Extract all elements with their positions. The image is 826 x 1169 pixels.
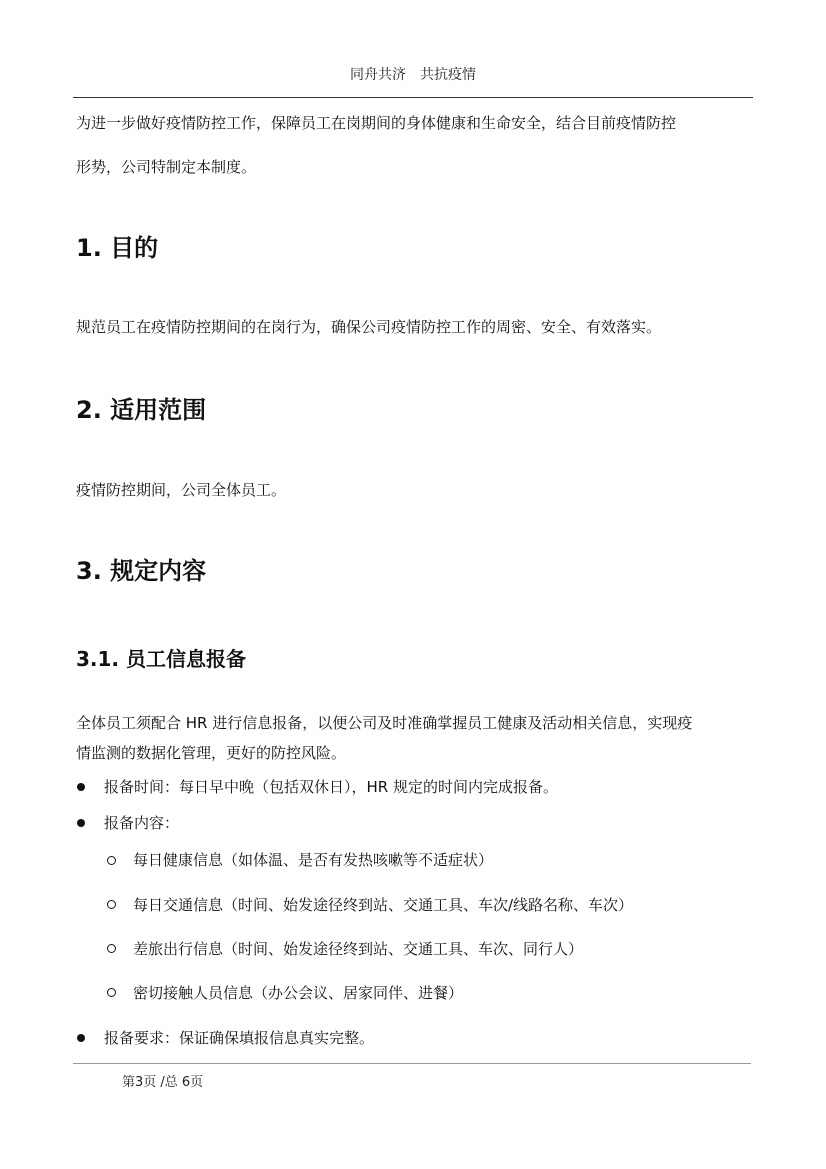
bullet-circle-icon [107,856,116,865]
section-heading-scope: 2. 适用范围 [76,396,207,424]
subsection-para-line-2: 情监测的数据化管理，更好的防控风险。 [76,744,347,762]
intro-line-2: 形势，公司特制定本制度。 [76,158,257,176]
bullet-circle-icon [107,988,116,997]
footer-divider [73,1063,751,1064]
sub-bullet-travel-info: 差旅出行信息（时间、始发途径终到站、交通工具、车次、同行人） [133,940,584,958]
section-heading-rules: 3. 规定内容 [76,557,207,585]
page-number: 第3页 /总 6页 [122,1075,204,1090]
bullet-circle-icon [107,944,116,953]
bullet-dot-icon [77,783,85,791]
page-header-title: 同舟共济 共抗疫情 [350,67,476,83]
bullet-report-content: 报备内容： [104,814,180,832]
bullet-dot-icon [77,1034,85,1042]
section-body-scope-text: 疫情防控期间，公司全体员工。 [76,481,287,499]
section-body-purpose: 规范员工在疫情防控期间的在岗行为，确保公司疫情防控工作的周密、安全、有效落实。 [76,318,662,336]
section-heading-purpose: 1. 目的 [76,234,159,262]
bullet-dot-icon [77,819,85,827]
bullet-report-time: 报备时间：每日早中晚（包括双休日），HR 规定的时间内完成报备。 [104,778,558,796]
sub-bullet-contact-info: 密切接触人员信息（办公会议、居家同伴、进餐） [133,984,464,1002]
sub-bullet-health-info: 每日健康信息（如体温、是否有发热咳嗽等不适症状） [133,851,494,869]
intro-line-1: 为进一步做好疫情防控工作，保障员工在岗期间的身体健康和生命安全，结合目前疫情防控 [76,114,677,132]
bullet-circle-icon [107,900,116,909]
subsection-heading-reporting: 3.1. 员工信息报备 [76,647,246,671]
sub-bullet-transport-info: 每日交通信息（时间、始发途径终到站、交通工具、车次/线路名称、车次） [133,896,634,914]
header-divider [73,97,753,98]
subsection-para-line-1: 全体员工须配合 HR 进行信息报备，以便公司及时准确掌握员工健康及活动相关信息，实现疫 [76,714,693,732]
bullet-report-requirement: 报备要求：保证确保填报信息真实完整。 [104,1029,375,1047]
